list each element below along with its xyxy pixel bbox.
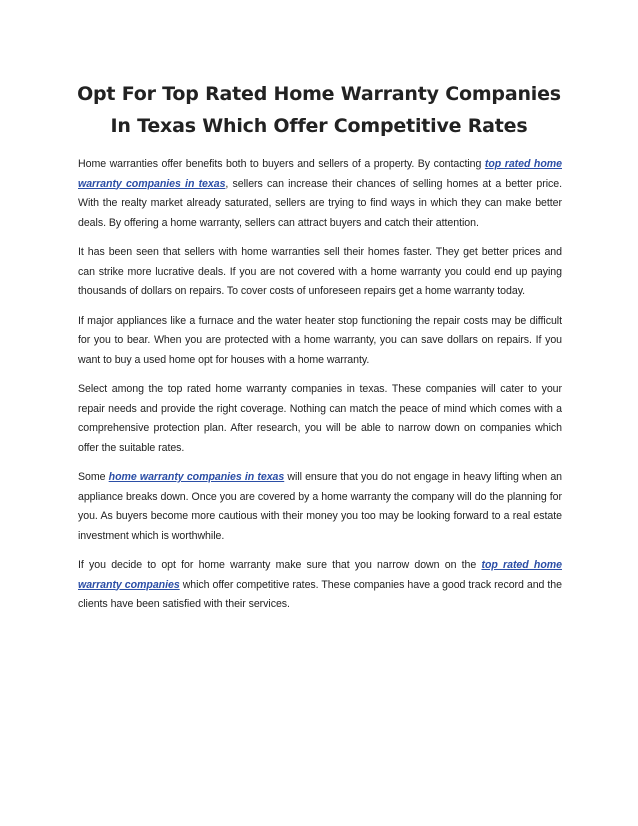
title-line-1: Opt For Top Rated Home Warranty Companies — [77, 83, 561, 105]
title-line-2: In Texas Which Offer Competitive Rates — [110, 115, 528, 137]
paragraph-5 — [78, 468, 562, 546]
document-body — [78, 155, 562, 625]
paragraph-1 — [78, 155, 562, 233]
paragraph-4: Select among the top rated home warranty companies in texas. These companies will cater to your repair needs and provide the right coverage. Nothing can match the peace of mind which comes with a comprehensive protection plan. After research, you will be able to narrow down on companies which offer the suitable rates. — [78, 383, 562, 454]
paragraph-1-text-after: , sellers can increase their chances of selling homes at a better price. With the realty market already saturated, sellers are trying to find ways in which they can make better deals. By offering a home warranty, sellers can attract buyers and catch their attention. — [78, 177, 562, 229]
link-top-rated-home-warranty-companies-in-texas[interactable]: top rated home warranty companies in texas — [78, 158, 562, 190]
link-top-rated-home-warranty-companies[interactable]: top rated home warranty companies — [78, 559, 562, 591]
paragraph-3: If major appliances like a furnace and the water heater stop functioning the repair costs may be difficult for you to bear. When you are protected with a home warranty, you can save dollars on repairs. If you want to buy a used home opt for houses with a home warranty. — [78, 314, 562, 366]
paragraph-5-text-after: will ensure that you do not engage in heavy lifting when an appliance breaks down. Once you are covered by a home warranty the company will do the planning for you. As buyers become more cautious with their money you too may be looking forward to a real estate investment which is worthwhile. — [78, 471, 562, 542]
link-home-warranty-companies-in-texas[interactable]: home warranty companies in texas — [108, 471, 285, 483]
paragraph-6 — [78, 556, 562, 615]
paragraph-6-text-before: If you decide to opt for home warranty make sure that you narrow down on the — [78, 559, 482, 571]
paragraph-5-text-before: Some — [78, 471, 109, 483]
paragraph-6-text-after: which offer competitive rates. These companies have a good track record and the clients have been satisfied with their services. — [78, 578, 562, 610]
paragraph-1-text-before: Home warranties offer benefits both to buyers and sellers of a property. By contacting — [78, 158, 485, 170]
paragraph-2: It has been seen that sellers with home warranties sell their homes faster. They get better prices and can strike more lucrative deals. If you are not covered with a home warranty you could end up paying thousands of dollars on repairs. To cover costs of unforeseen repairs get a home warranty today. — [78, 246, 562, 297]
document-title — [62, 78, 576, 142]
